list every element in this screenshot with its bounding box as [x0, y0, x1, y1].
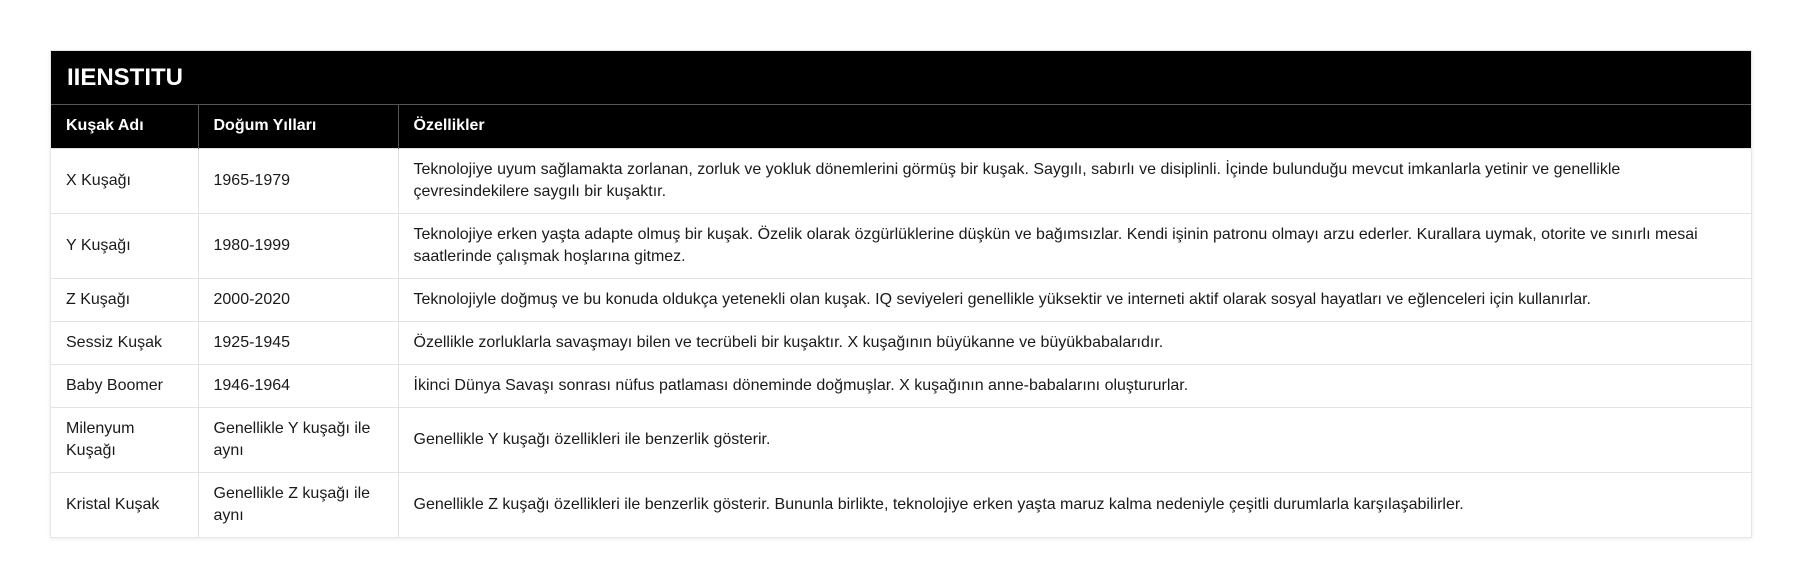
header-row [51, 105, 1751, 148]
cell-name: Sessiz Kuşak [51, 321, 198, 364]
table-row [51, 472, 1751, 537]
cell-traits: Teknolojiye erken yaşta adapte olmuş bir kuşak. Özelik olarak özgürlüklerine düşkün ve bağımsızlar. Kendi işinin patronu olmayı arzu ederler. Kurallara uymak, otorite ve sınırlı mesai saatlerinde çalışmak hoşlarına gitmez. [398, 213, 1751, 278]
cell-years: Genellikle Z kuşağı ile aynı [198, 472, 398, 537]
cell-name: X Kuşağı [51, 148, 198, 213]
generations-table-card [50, 50, 1752, 538]
table-row [51, 407, 1751, 472]
cell-years: 1965-1979 [198, 148, 398, 213]
column-header-name: Kuşak Adı [51, 105, 198, 148]
column-header-years: Doğum Yılları [198, 105, 398, 148]
cell-years: 1980-1999 [198, 213, 398, 278]
table-row [51, 278, 1751, 321]
cell-traits: Özellikle zorluklarla savaşmayı bilen ve tecrübeli bir kuşaktır. X kuşağının büyükanne ve büyükbabalarıdır. [398, 321, 1751, 364]
cell-name: Milenyum Kuşağı [51, 407, 198, 472]
cell-traits: Teknolojiye uyum sağlamakta zorlanan, zorluk ve yokluk dönemlerini görmüş bir kuşak. Saygılı, sabırlı ve disiplinli. İçinde bulunduğu mevcut imkanlarla yetinir ve genellikle çevresindekilere saygılı bir kuşaktır. [398, 148, 1751, 213]
cell-years: 1925-1945 [198, 321, 398, 364]
cell-years: Genellikle Y kuşağı ile aynı [198, 407, 398, 472]
cell-name: Baby Boomer [51, 364, 198, 407]
column-header-traits: Özellikler [398, 105, 1751, 148]
cell-traits: Teknolojiyle doğmuş ve bu konuda oldukça yetenekli olan kuşak. IQ seviyeleri genellikle yüksektir ve interneti aktif olarak sosyal hayatları ve eğlenceleri için kullanırlar. [398, 278, 1751, 321]
table-row [51, 364, 1751, 407]
cell-name: Z Kuşağı [51, 278, 198, 321]
table-title: IIENSTITU [51, 51, 1751, 105]
cell-traits: Genellikle Y kuşağı özellikleri ile benzerlik gösterir. [398, 407, 1751, 472]
cell-years: 2000-2020 [198, 278, 398, 321]
table-row [51, 148, 1751, 213]
cell-name: Y Kuşağı [51, 213, 198, 278]
table-row [51, 213, 1751, 278]
cell-name: Kristal Kuşak [51, 472, 198, 537]
generations-table [51, 105, 1751, 537]
cell-years: 1946-1964 [198, 364, 398, 407]
cell-traits: İkinci Dünya Savaşı sonrası nüfus patlaması döneminde doğmuşlar. X kuşağının anne-babalarını oluştururlar. [398, 364, 1751, 407]
cell-traits: Genellikle Z kuşağı özellikleri ile benzerlik gösterir. Bununla birlikte, teknolojiye erken yaşta maruz kalma nedeniyle çeşitli durumlarla karşılaşabilirler. [398, 472, 1751, 537]
table-row [51, 321, 1751, 364]
